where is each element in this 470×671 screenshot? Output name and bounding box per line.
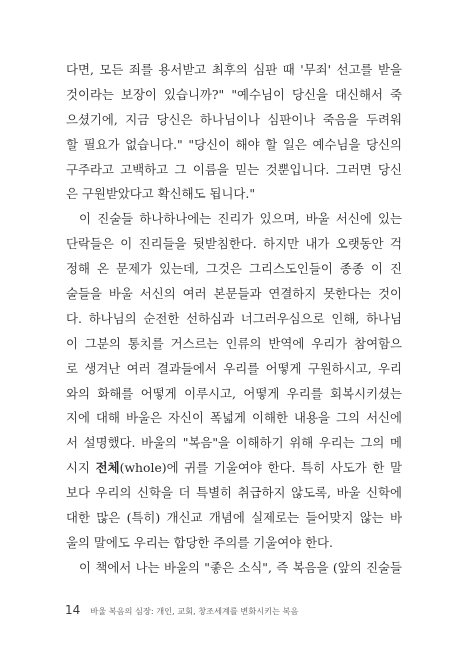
- text-line: 다. 하나님의 순전한 선하심과 너그러우심으로 인해, 하나님: [66, 310, 402, 326]
- text-line: 술들을 바울 서신의 여러 본문들과 연결하지 못한다는 것이: [66, 286, 402, 302]
- text-line: 와의 화해를 어떻게 이루시고, 어떻게 우리를 회복시키셨는: [66, 385, 402, 401]
- bold-term: 전체: [95, 460, 120, 476]
- text-line: 이 책에서 나는 바울의 "좋은 소식", 즉 복음을 (앞의 진술들: [79, 559, 402, 575]
- text-line: 보다 우리의 신학을 더 특별히 취급하지 않도록, 바울 신학에: [66, 485, 402, 501]
- body-text: [66, 58, 402, 581]
- text-line: 구주라고 고백하고 그 이름을 믿는 것뿐입니다. 그러면 당신: [66, 161, 402, 177]
- text-line: 이 진술들 하나하나에는 진리가 있으며, 바울 서신에 있는: [79, 211, 402, 227]
- text-line: 정해 온 문제가 있는데, 그것은 그리스도인들이 종종 이 진: [66, 261, 402, 277]
- text-line: 서 설명했다. 바울의 "복음"을 이해하기 위해 우리는 그의 메: [66, 435, 402, 451]
- text-line: 로 생겨난 여러 결과들에서 우리를 어떻게 구원하시고, 우리: [66, 360, 402, 376]
- text-line: 지에 대해 바울은 자신이 폭넓게 이해한 내용을 그의 서신에: [66, 410, 402, 426]
- text-line: 다면, 모든 죄를 용서받고 최후의 심판 때 '무죄' 선고를 받을: [66, 62, 402, 77]
- running-title: 바울 복음의 심장: 개인, 교회, 창조세계를 변화시키는 복음: [90, 606, 299, 616]
- text-line: 은 구원받았다고 확신해도 됩니다.": [66, 186, 256, 202]
- text-line: 할 필요가 없습니다." "당신이 해야 할 일은 예수님을 당신의: [66, 136, 402, 152]
- text-line: 대한 많은 (특히) 개신교 개념에 실제로는 들어맞지 않는 바: [66, 510, 402, 526]
- text-line: 단락들은 이 진리들을 뒷받침한다. 하지만 내가 오랫동안 걱: [66, 236, 402, 252]
- page-number: 14: [65, 603, 81, 617]
- text-line: 으셨기에, 지금 당신은 하나님이나 심판이나 죽음을 두려워: [66, 111, 402, 127]
- text-segment: (whole)에 귀를 기울여야 한다. 특히 사도가 한 말: [119, 460, 402, 476]
- text-line: 것이라는 보장이 있습니까?" "예수님이 당신을 대신해서 죽: [66, 86, 402, 102]
- text-segment: 시지: [66, 460, 96, 476]
- text-line: 울의 말에도 우리는 합당한 주의를 기울여야 한다.: [66, 534, 333, 550]
- page-footer: [65, 603, 298, 619]
- text-line: 이 그분의 통치를 거스르는 인류의 반역에 우리가 참여함으: [66, 335, 402, 351]
- text-line-with-bold: [66, 456, 402, 481]
